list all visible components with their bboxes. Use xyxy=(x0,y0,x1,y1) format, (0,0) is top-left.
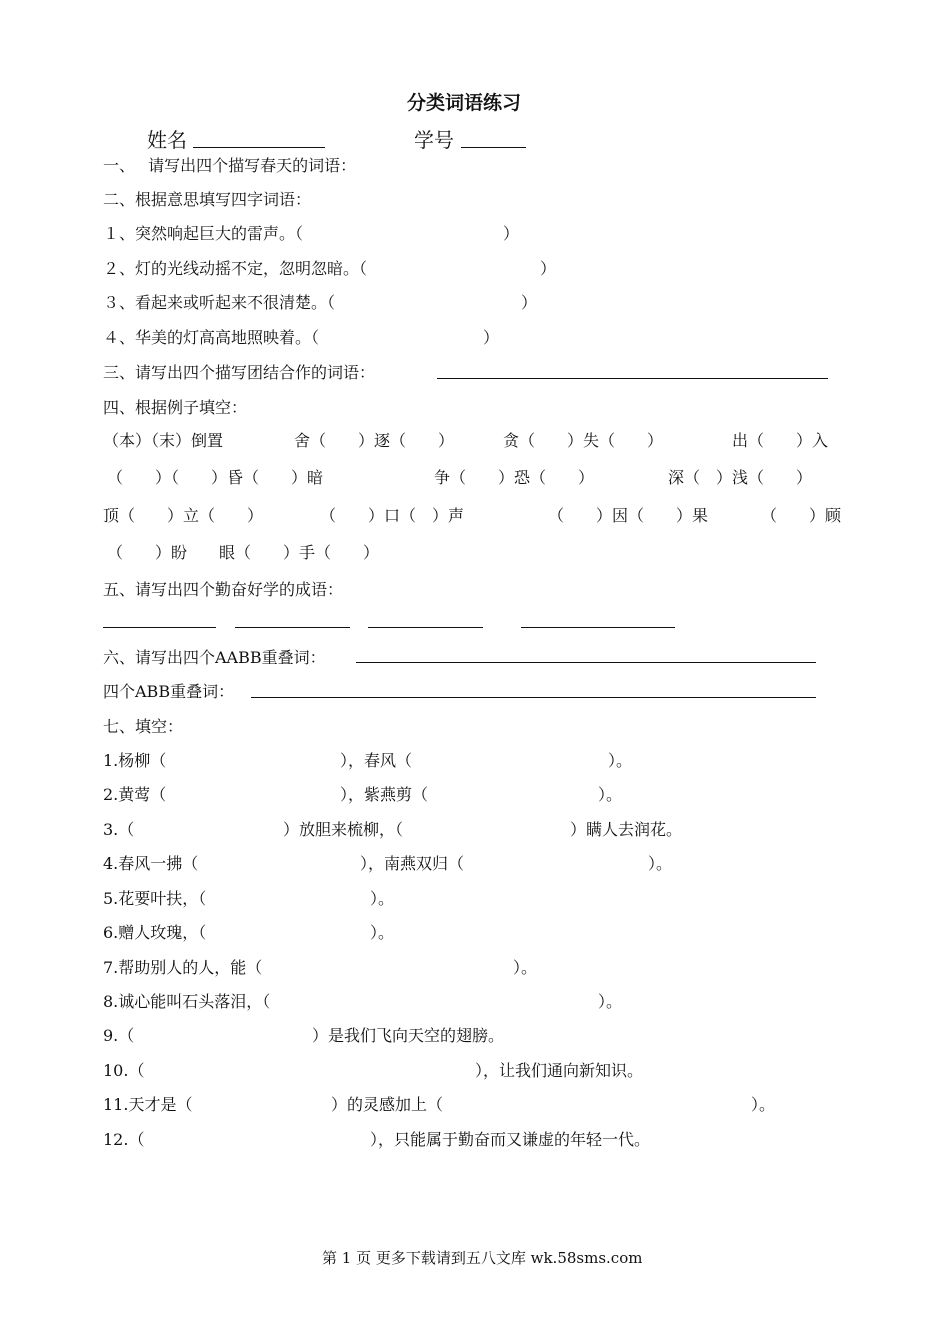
fill-item-part: ）的灵感加上（ xyxy=(331,1095,444,1114)
page-title: 分类词语练习 xyxy=(407,92,522,114)
section-2-heading: 二、根据意思填写四字词语： xyxy=(103,190,312,209)
fill-item-part: 7.帮助别人的人，能（ xyxy=(103,958,263,977)
section-5-blank[interactable] xyxy=(368,627,483,628)
idiom-cell: （ ）顾 xyxy=(761,506,842,525)
name-blank[interactable] xyxy=(193,147,325,148)
idiom-cell: 贪（ ）失（ ） xyxy=(503,431,664,450)
idiom-cell: （ ）口（ ）声 xyxy=(320,506,465,525)
section-2-item: ２、灯的光线动摇不定，忽明忽暗。（ xyxy=(103,259,368,278)
fill-item-part: ），春风（ xyxy=(340,751,413,770)
idiom-cell: 顶（ ）立（ ） xyxy=(103,506,264,525)
student-id-label: 学号 xyxy=(414,128,454,152)
section-5-blank[interactable] xyxy=(521,627,675,628)
fill-item-part: ），南燕双归（ xyxy=(360,854,465,873)
idiom-cell: 舍（ ）逐（ ） xyxy=(294,431,455,450)
idiom-cell: （ ）盼 眼（ ）手（ ） xyxy=(107,543,380,562)
fill-item-part: 1.杨柳（ xyxy=(103,751,167,770)
fill-item-part: ）。 xyxy=(513,958,538,977)
section-2-item: １、突然响起巨大的雷声。（ xyxy=(103,224,304,243)
fill-item-part: 8.诚心能叫石头落泪，（ xyxy=(103,992,271,1011)
idiom-cell: （ ）因（ ）果 xyxy=(548,506,709,525)
section-5-blank[interactable] xyxy=(235,627,350,628)
section-2-item-close: ） xyxy=(521,293,538,312)
section-7-heading: 七、填空： xyxy=(103,717,184,736)
fill-item-part: 10.（ xyxy=(103,1061,145,1080)
section-2-item-close: ） xyxy=(483,328,500,347)
fill-item-part: 5.花要叶扶，（ xyxy=(103,889,207,908)
fill-item-part: ）。 xyxy=(751,1095,776,1114)
section-6b-blank[interactable] xyxy=(251,697,816,698)
idiom-cell: 出（ ）入 xyxy=(732,431,829,450)
section-2-item-close: ） xyxy=(540,259,557,278)
fill-item-part: ）。 xyxy=(648,854,673,873)
fill-item-part: ）。 xyxy=(370,889,395,908)
section-5-blank[interactable] xyxy=(103,627,216,628)
idiom-cell: （ ）（ ）昏（ ）暗 xyxy=(107,468,324,487)
section-1-heading: 一、 请写出四个描写春天的词语： xyxy=(103,156,357,175)
fill-item-part: ）。 xyxy=(598,785,623,804)
name-label: 姓名 xyxy=(147,128,187,152)
section-4-heading: 四、根据例子填空： xyxy=(103,398,248,417)
section-3-heading: 三、请写出四个描写团结合作的词语： xyxy=(103,363,376,382)
fill-item-part: ）。 xyxy=(608,751,633,770)
fill-item-part: 4.春风一拂（ xyxy=(103,854,199,873)
fill-item-part: ）瞒人去润花。 xyxy=(570,820,683,839)
section-5-heading: 五、请写出四个勤奋好学的成语： xyxy=(103,580,344,599)
section-6-heading: 六、请写出四个AABB重叠词： xyxy=(103,648,326,667)
section-6b-heading: 四个ABB重叠词： xyxy=(103,682,235,701)
section-2-item: ４、华美的灯高高地照映着。（ xyxy=(103,328,320,347)
fill-item-part: 11.天才是（ xyxy=(103,1095,193,1114)
fill-item-part: ）是我们飞向天空的翅膀。 xyxy=(312,1026,505,1045)
fill-item-part: ）。 xyxy=(598,992,623,1011)
fill-item-part: 6.赠人玫瑰，（ xyxy=(103,923,207,942)
fill-item-part: 2.黄莺（ xyxy=(103,785,167,804)
fill-item-part: ），紫燕剪（ xyxy=(340,785,429,804)
section-6-blank[interactable] xyxy=(356,662,816,663)
idiom-cell: 争（ ）恐（ ） xyxy=(434,468,595,487)
fill-item-part: ），让我们通向新知识。 xyxy=(475,1061,644,1080)
fill-item-part: ），只能属于勤奋而又谦虚的年轻一代。 xyxy=(370,1130,651,1149)
fill-item-part: ）放胆来梳柳，（ xyxy=(283,820,404,839)
fill-item-part: 3.（ xyxy=(103,820,135,839)
section-2-item-close: ） xyxy=(503,224,520,243)
student-id-blank[interactable] xyxy=(461,147,526,148)
page-footer: 第 1 页 更多下载请到五八文库 wk.58sms.com xyxy=(322,1249,643,1267)
idiom-cell: 深（ ）浅（ ） xyxy=(668,468,813,487)
fill-item-part: ）。 xyxy=(370,923,395,942)
fill-item-part: 12.（ xyxy=(103,1130,145,1149)
idiom-cell: （本）（末）倒置 xyxy=(103,431,224,450)
section-3-blank[interactable] xyxy=(437,378,828,379)
section-2-item: ３、看起来或听起来不很清楚。（ xyxy=(103,293,336,312)
fill-item-part: 9.（ xyxy=(103,1026,135,1045)
